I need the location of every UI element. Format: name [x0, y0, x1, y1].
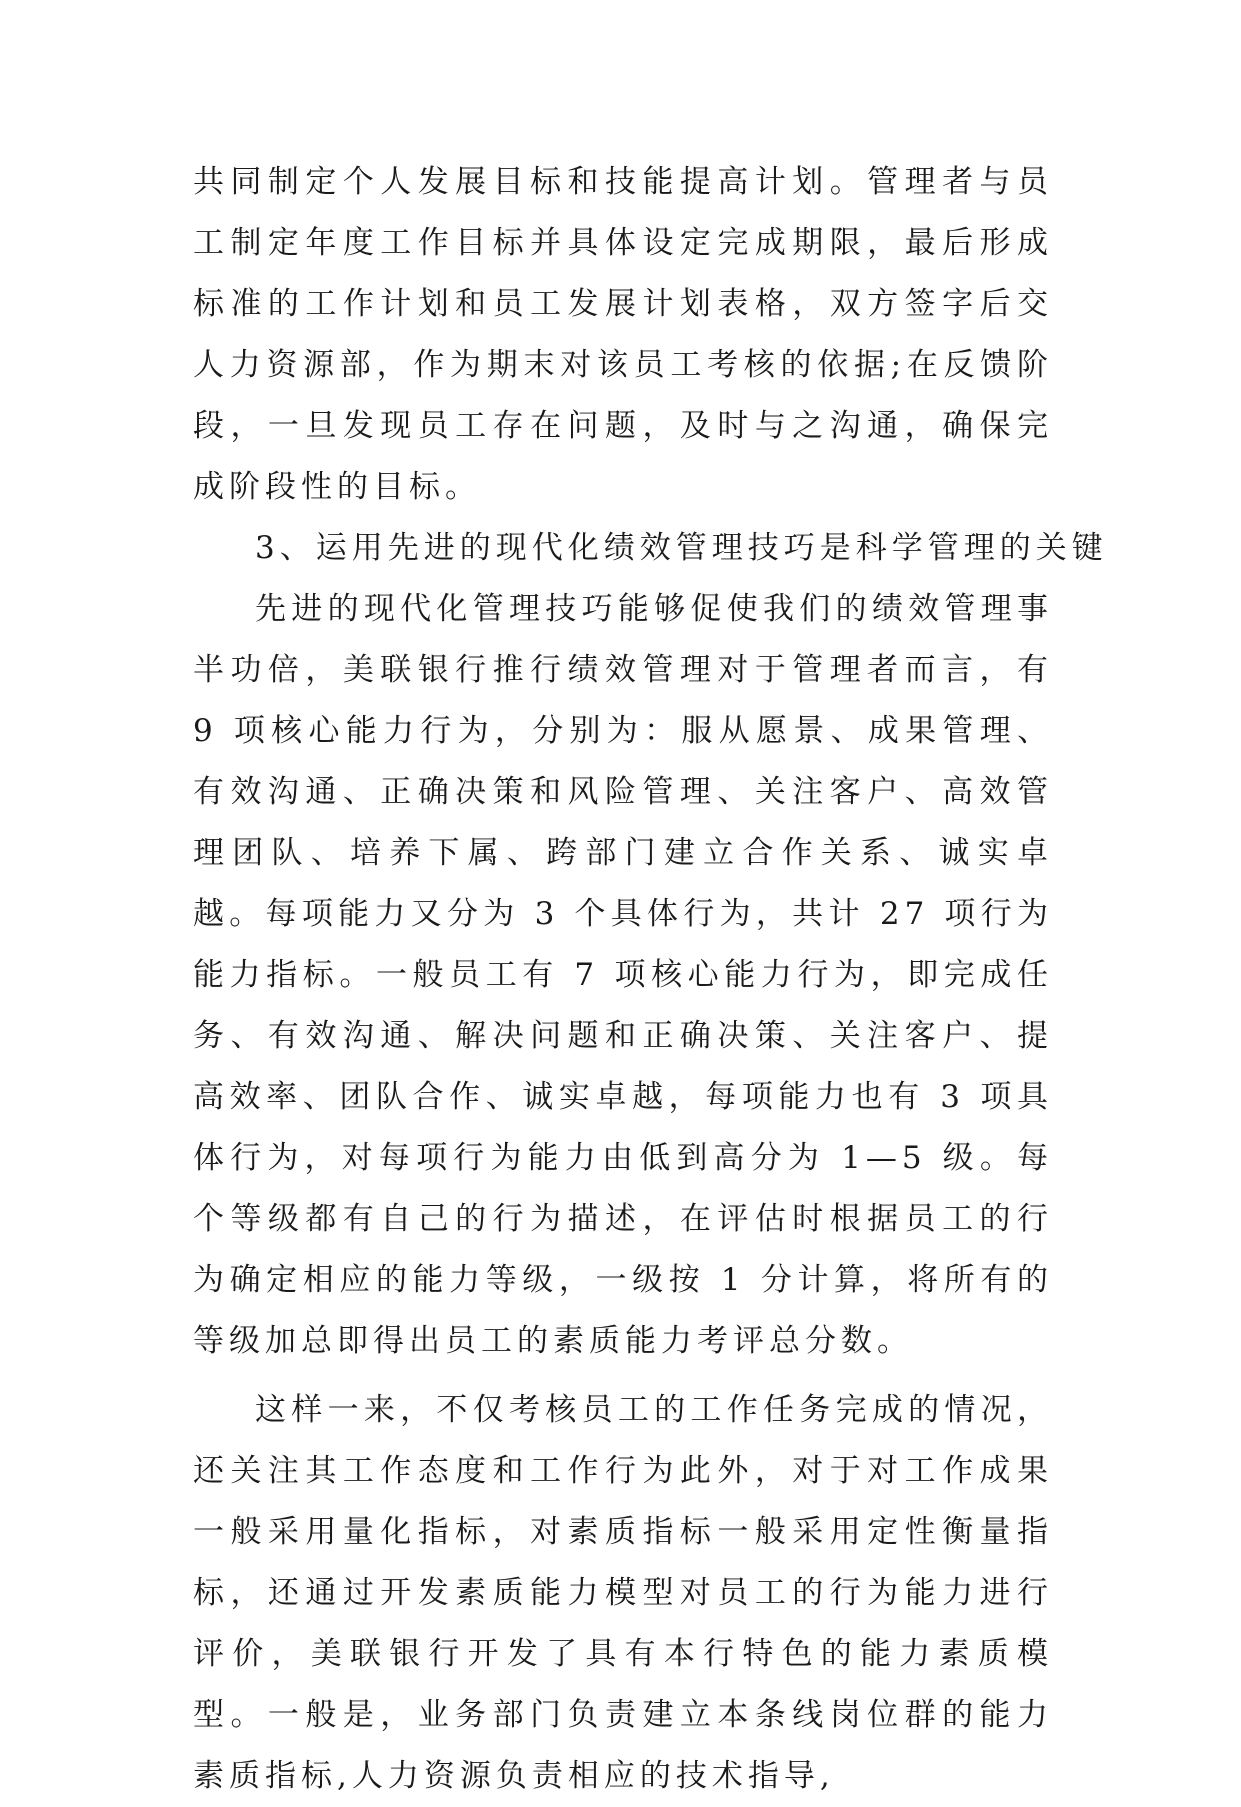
paragraph-continuation: 共同制定个人发展目标和技能提高计划。管理者与员工制定年度工作目标并具体设定完成期限，最后形成标准的工作计划和员工发展计划表格，双方签字后交人力资源部，作为期末对该员工考核的依据;在反馈阶段，一旦发现员工存在问题，及时与之沟通，确保完成阶段性的目标。	[193, 164, 1053, 505]
paragraph-evaluation: 这样一来，不仅考核员工的工作任务完成的情况，还关注其工作态度和工作行为此外，对于对工作成果一般采用量化指标，对素质指标一般采用定性衡量指标，还通过开发素质能力模型对员工的行为能力进行评价，美联银行开发了具有本行特色的能力素质模型。一般是，业务部门负责建立本条线岗位群的能力素质指标,人力资源负责相应的技术指导,	[193, 1392, 1053, 1794]
body-text	[193, 152, 1108, 1807]
paragraph-competency-model: 先进的现代化管理技巧能够促使我们的绩效管理事半功倍，美联银行推行绩效管理对于管理者而言，有 9 项核心能力行为，分别为：服从愿景、成果管理、有效沟通、正确决策和风险管理、关注客户、高效管理团队、培养下属、跨部门建立合作关系、诚实卓越。每项能力又分为 3 个具体行为，共计 27 项行为能力指标。一般员工有 7 项核心能力行为，即完成任务、有效沟通、解决问题和正确决策、关注客户、提高效率、团队合作、诚实卓越，每项能力也有 3 项具体行为，对每项行为能力由低到高分为 1—5 级。每个等级都有自己的行为描述，在评估时根据员工的行为确定相应的能力等级，一级按 1 分计算，将所有的等级加总即得出员工的素质能力考评总分数。	[193, 591, 1053, 1359]
section-heading: 3、运用先进的现代化绩效管理技巧是科学管理的关键	[255, 530, 1108, 566]
